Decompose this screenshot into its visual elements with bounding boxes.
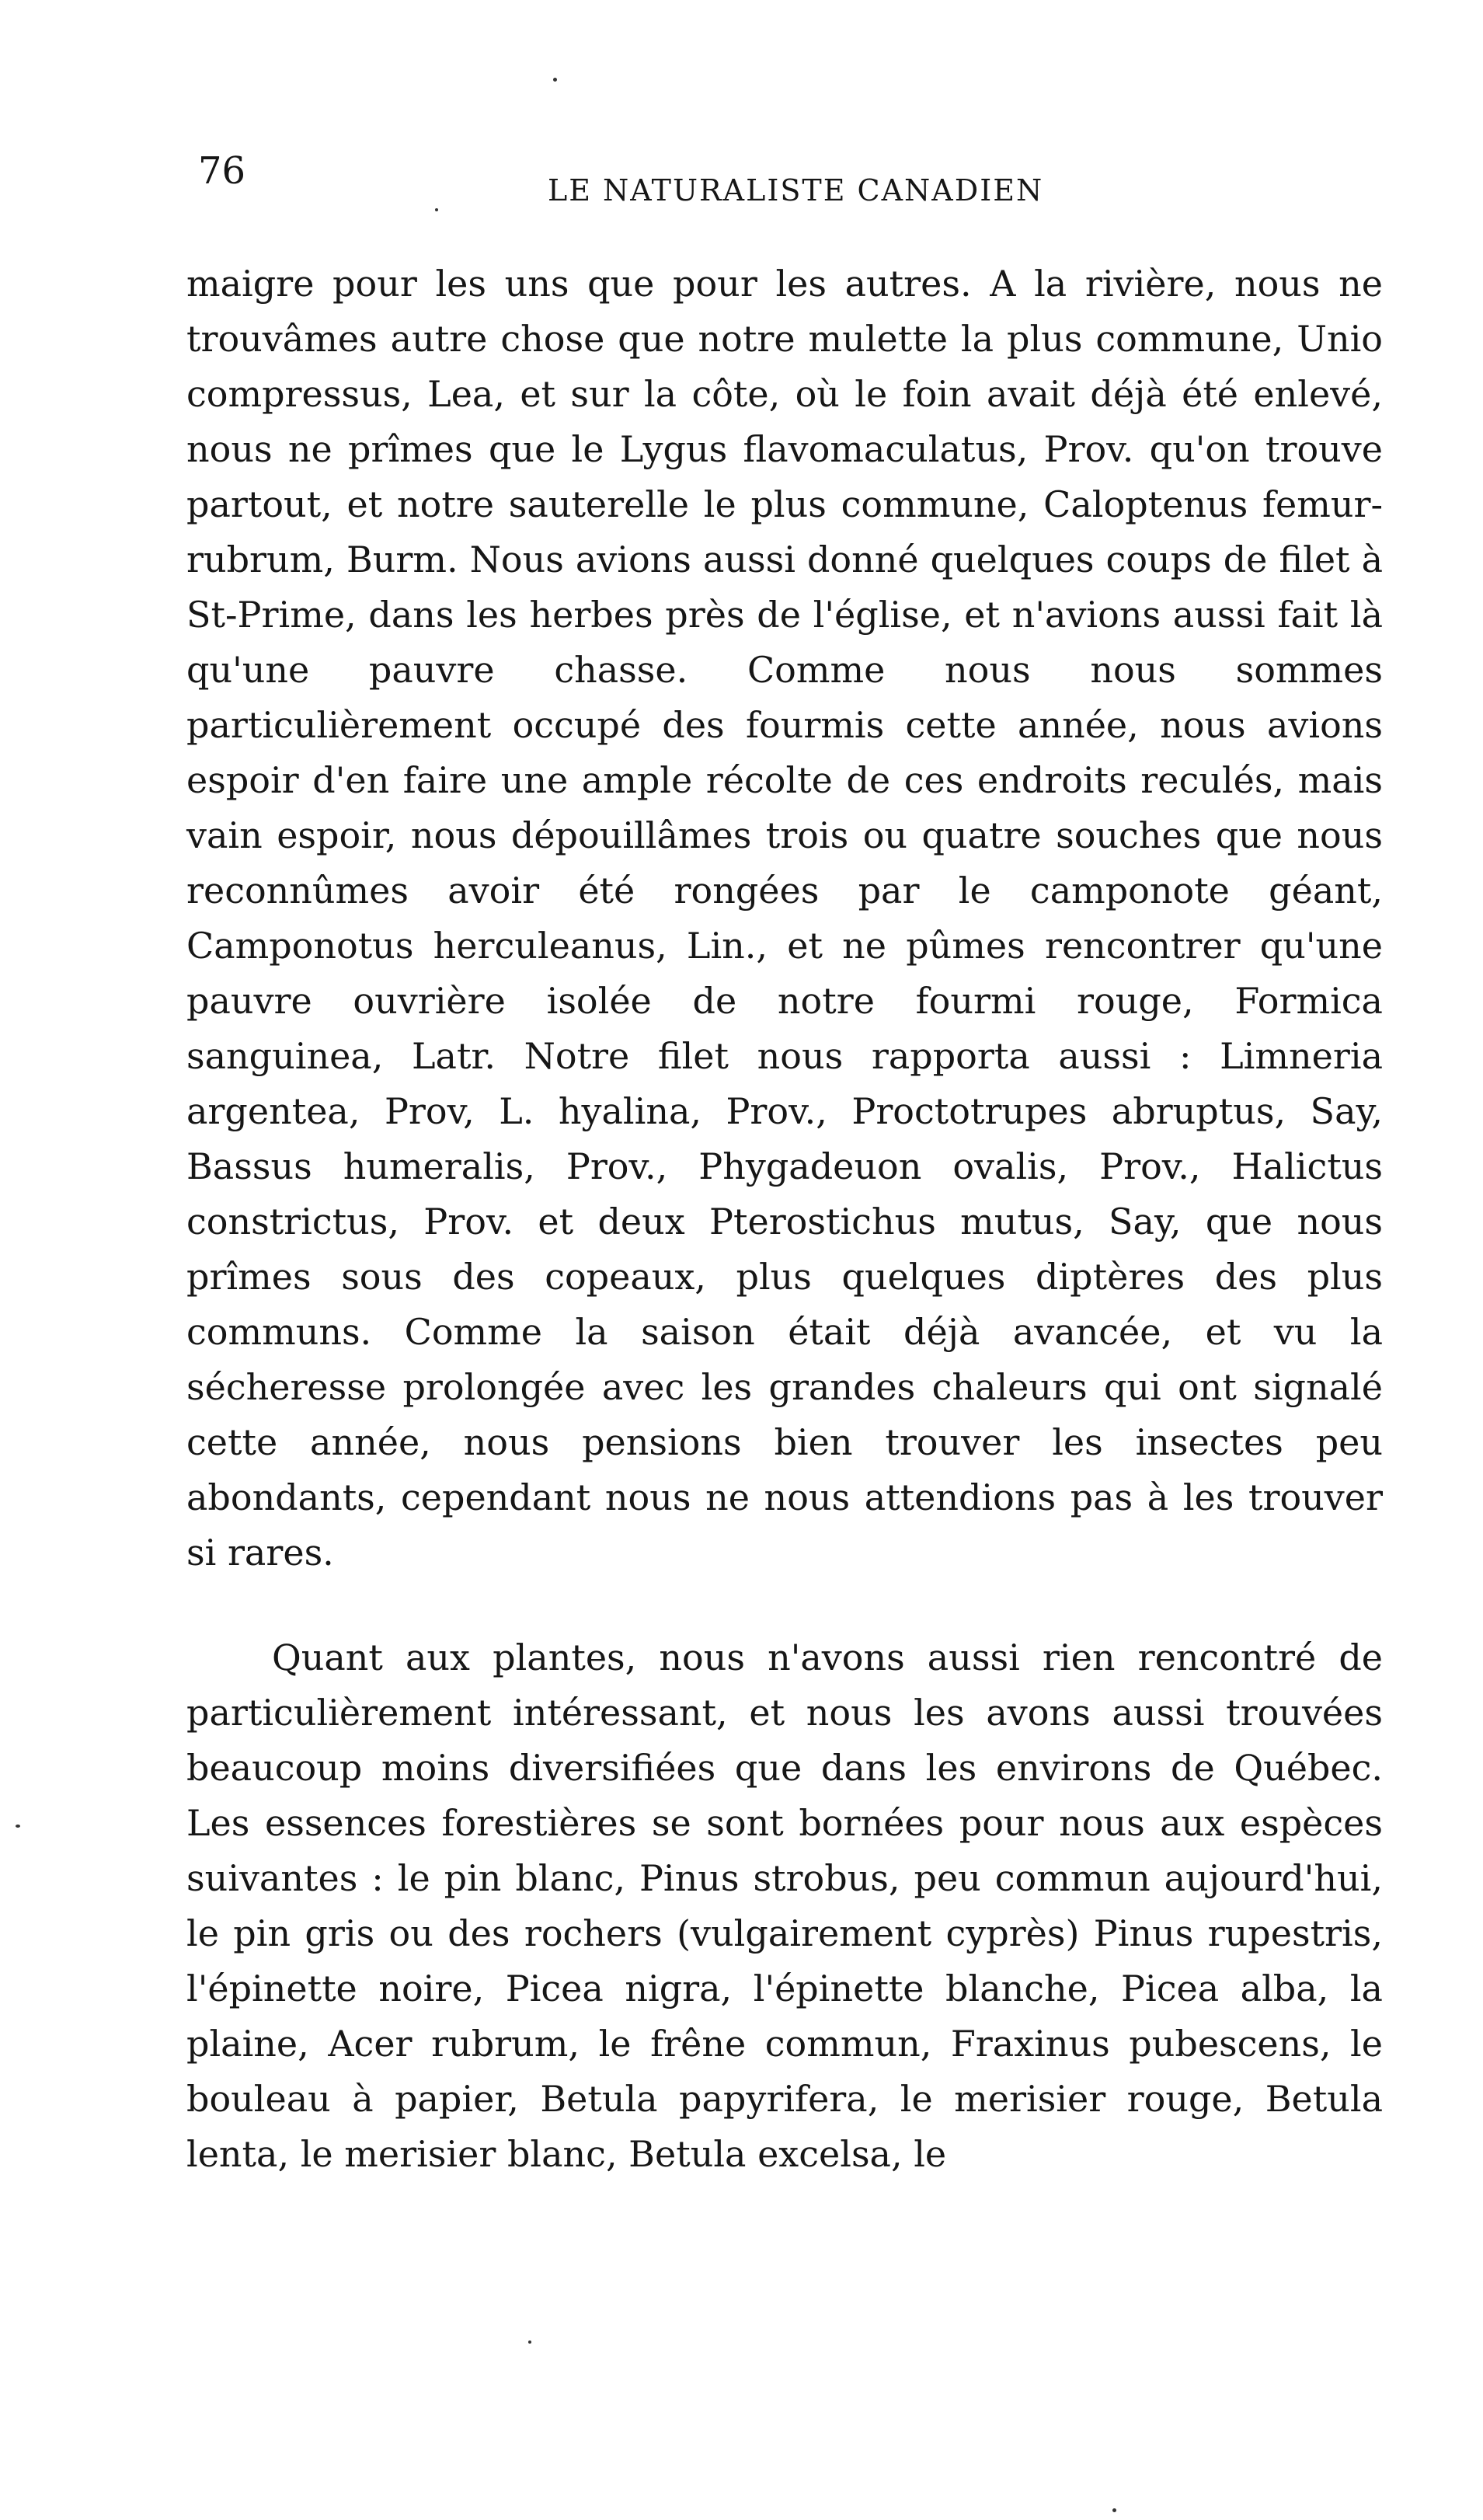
- scan-speck: [553, 78, 557, 82]
- page-number: 76: [198, 149, 246, 193]
- body-paragraph-2: [186, 1630, 1383, 2182]
- running-header: [198, 148, 1379, 210]
- scan-speck: [528, 2340, 531, 2344]
- paragraph-text: maigre pour les uns que pour les autres. A la rivière, nous ne trouvâmes autre chose que notre mulette la plus commune, Unio compressus, Lea, et sur la côte, où le foin avait déjà été enlevé, nous ne prîmes que le Lygus flavomaculatus, Prov. qu'on trouve partout, et notre sauterelle le plus commune, Caloptenus femur-rubrum, Burm. Nous avions aussi donné quelques coups de filet à St-Prime, dans les herbes près de l'église, et n'avions aussi fait là qu'une pauvre chasse. Comme nous nous sommes particulièrement occupé des fourmis cette année, nous avions espoir d'en faire une ample récolte de ces endroits reculés, mais vain espoir, nous dépouillâmes trois ou quatre souches que nous reconnûmes avoir été rongées par le camponote géant, Camponotus herculeanus, Lin., et ne pûmes rencontrer qu'une pauvre ouvrière isolée de notre fourmi rouge, Formica sanguinea, Latr. Notre filet nous rapporta aussi : Limneria argentea, Prov, L. hyalina, Prov., Proctotrupes abruptus, Say, Bassus humeralis, Prov., Phygadeuon ovalis, Prov., Halictus constrictus, Prov. et deux Pterostichus mutus, Say, que nous prîmes sous des copeaux, plus quelques diptères des plus communs. Comme la saison était déjà avancée, et vu la sécheresse prolongée avec les grandes chaleurs qui ont signalé cette année, nous pensions bien trouver les insectes peu abondants, cependant nous ne nous attendions pas à les trouver si rares.: [186, 263, 1383, 1574]
- body-paragraph-1: [186, 256, 1383, 1581]
- scan-speck: [1112, 2508, 1116, 2512]
- scan-speck: [435, 208, 438, 211]
- journal-title: LE NATURALISTE CANADIEN: [548, 173, 1044, 207]
- paragraph-text: Quant aux plantes, nous n'avons aussi rien rencontré de particulièrement intéressant, et nous les avons aussi trouvées beaucoup moins diversifiées que dans les environs de Québec. Les essences forestières se sont bornées pour nous aux espèces suivantes : le pin blanc, Pinus strobus, peu commun aujourd'hui, le pin gris ou des rochers (vulgairement cyprès) Pinus rupestris, l'épinette noire, Picea nigra, l'épinette blanche, Picea alba, la plaine, Acer rubrum, le frêne commun, Fraxinus pubescens, le bouleau à papier, Betula papyrifera, le merisier rouge, Betula lenta, le merisier blanc, Betula excelsa, le: [186, 1636, 1383, 2175]
- scan-speck: [16, 1825, 20, 1828]
